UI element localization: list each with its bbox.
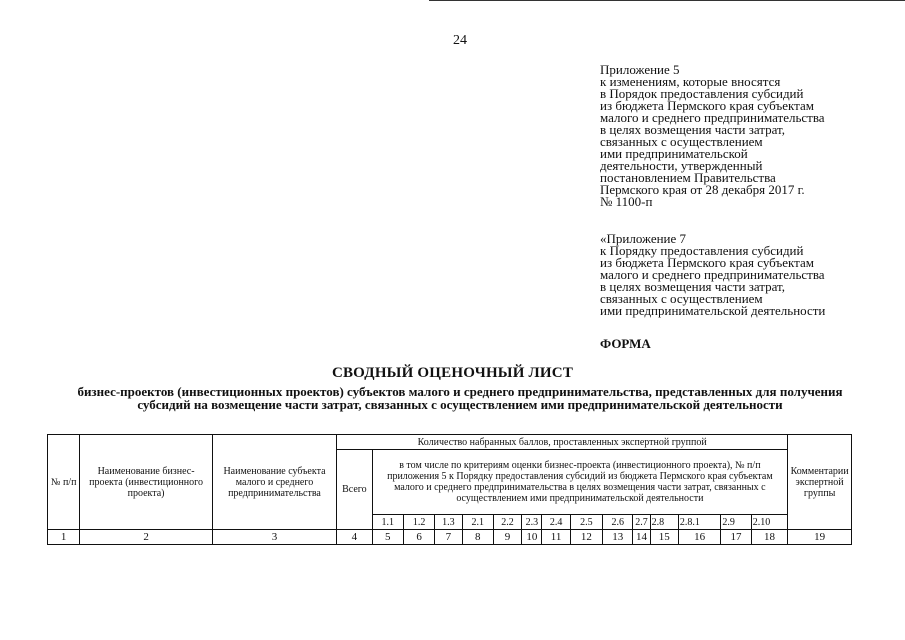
- column-number-cell: 17: [721, 530, 751, 545]
- appendix-5-line: в целях возмещения части затрат,: [600, 122, 786, 137]
- criteria-code-cell: 2.9: [721, 515, 751, 530]
- criteria-code-cell: 1.3: [435, 515, 462, 530]
- column-number-row: [48, 530, 852, 545]
- header-comments-cell: Комментарии экспертной группы: [788, 435, 852, 530]
- column-number-cell: 14: [633, 530, 650, 545]
- appendix-5-line: деятельности, утвержденный: [600, 158, 763, 173]
- header-total-cell: Всего: [337, 450, 372, 530]
- column-number-cell: 4: [337, 530, 372, 545]
- appendix-5-line: в Порядок предоставления субсидий: [600, 86, 804, 101]
- top-rule-line: [429, 0, 905, 1]
- criteria-code-cell: 2.10: [751, 515, 787, 530]
- column-number-cell: 3: [212, 530, 336, 545]
- header-subject-cell: Наименование субъекта малого и среднего предпринимательства: [212, 435, 336, 530]
- appendix-5-line: Пермского края от 28 декабря 2017 г.: [600, 182, 805, 197]
- header-group-cell: Количество набранных баллов, проставленных экспертной группой: [337, 435, 788, 450]
- criteria-code-cell: 1.2: [403, 515, 434, 530]
- criteria-code-cell: 2.1: [462, 515, 493, 530]
- criteria-code-cell: 2.8.1: [678, 515, 720, 530]
- appendix-5-line: к изменениям, которые вносятся: [600, 74, 781, 89]
- appendix-7-line: из бюджета Пермского края субъектам: [600, 255, 814, 270]
- column-number-cell: 16: [678, 530, 720, 545]
- appendix-5-line: малого и среднего предпринимательства: [600, 110, 825, 125]
- appendix-7-line: «Приложение 7: [600, 231, 687, 246]
- column-number-cell: 12: [570, 530, 602, 545]
- appendix-7-block: [600, 233, 825, 317]
- column-number-cell: 5: [372, 530, 403, 545]
- column-number-cell: 13: [603, 530, 633, 545]
- appendix-7-line: ими предпринимательской деятельности: [600, 303, 826, 318]
- appendix-5-line: ими предпринимательской: [600, 146, 748, 161]
- appendix-5-line: из бюджета Пермского края субъектам: [600, 98, 814, 113]
- column-number-cell: 19: [788, 530, 852, 545]
- appendix-5-block: [600, 64, 825, 208]
- criteria-code-cell: 2.6: [603, 515, 633, 530]
- appendix-5-line: Приложение 5: [600, 62, 680, 77]
- form-label: ФОРМА: [600, 336, 651, 351]
- criteria-code-cell: 2.2: [493, 515, 521, 530]
- column-number-cell: 2: [80, 530, 212, 545]
- appendix-7-line: связанных с осуществлением: [600, 291, 763, 306]
- header-row-top: [48, 435, 852, 450]
- column-number-cell: 8: [462, 530, 493, 545]
- column-number-cell: 6: [403, 530, 434, 545]
- header-number-cell: № п/п: [48, 435, 80, 530]
- column-number-cell: 10: [522, 530, 542, 545]
- appendix-7-line: в целях возмещения части затрат,: [600, 279, 786, 294]
- document-title: СВОДНЫЙ ОЦЕНОЧНЫЙ ЛИСТ: [331, 365, 574, 381]
- document-subtitle: бизнес-проектов (инвестиционных проектов) субъектов малого и среднего предпринимательства, представленных для получения субсидий на возмещение части затрат, связанных с осуществлением ими предпринимательской деятельности: [77, 384, 843, 412]
- criteria-code-cell: 2.3: [522, 515, 542, 530]
- column-number-cell: 11: [542, 530, 570, 545]
- header-project-cell: Наименование бизнес-проекта (инвестиционного проекта): [80, 435, 212, 530]
- column-number-cell: 9: [493, 530, 521, 545]
- column-number-cell: 15: [650, 530, 678, 545]
- criteria-code-cell: 2.7: [633, 515, 650, 530]
- column-number-cell: 18: [751, 530, 787, 545]
- header-criteria-cell: в том числе по критериям оценки бизнес-проекта (инвестиционного проекта), № п/п приложения 5 к Порядку предоставления субсидий из бюджета Пермского края субъектам малого и среднего предпринимательства в целях возмещения части затрат, связанных с осуществлением ими предпринимательской деятельности: [372, 450, 788, 515]
- criteria-code-cell: 2.8: [650, 515, 678, 530]
- column-number-cell: 1: [48, 530, 80, 545]
- score-table: [47, 434, 852, 545]
- criteria-code-cell: 2.4: [542, 515, 570, 530]
- appendix-5-line: № 1100-п: [600, 194, 653, 209]
- appendix-7-line: к Порядку предоставления субсидий: [600, 243, 804, 258]
- appendix-7-line: малого и среднего предпринимательства: [600, 267, 825, 282]
- column-number-cell: 7: [435, 530, 462, 545]
- page-number: 24: [453, 33, 467, 48]
- criteria-code-cell: 1.1: [372, 515, 403, 530]
- appendix-5-line: постановлением Правительства: [600, 170, 776, 185]
- appendix-5-line: связанных с осуществлением: [600, 134, 763, 149]
- criteria-code-cell: 2.5: [570, 515, 602, 530]
